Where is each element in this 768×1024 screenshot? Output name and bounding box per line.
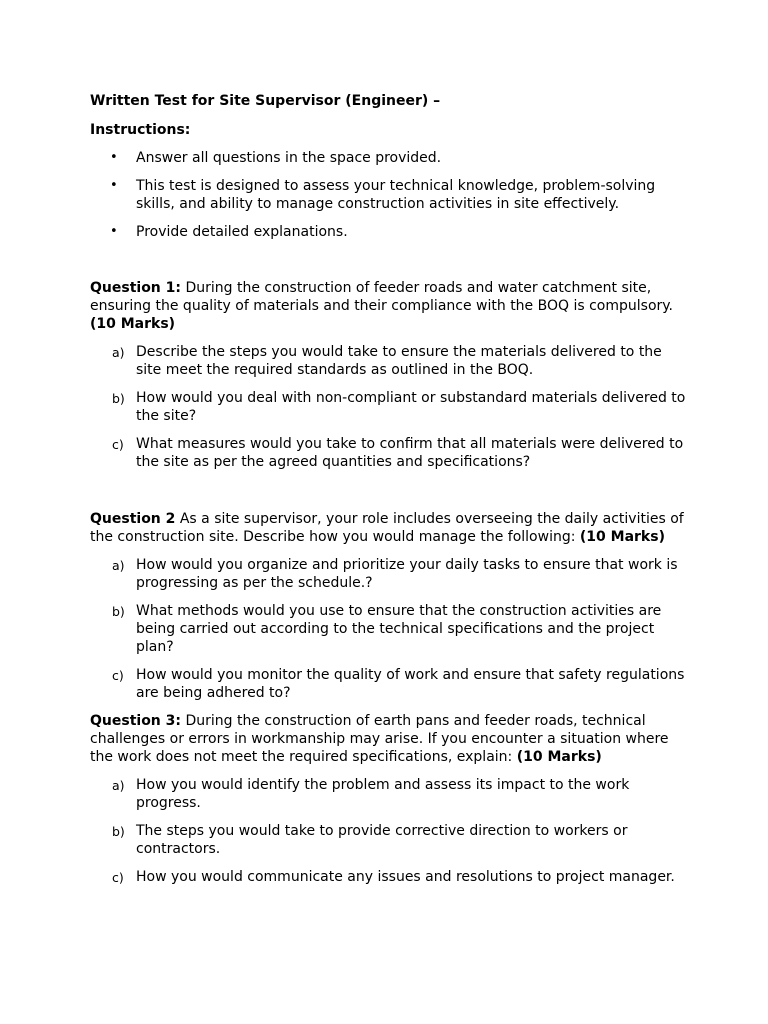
document-title: Written Test for Site Supervisor (Engineer) – xyxy=(90,93,441,109)
instruction-item xyxy=(90,177,690,213)
sub-question-marker: b) xyxy=(112,604,125,619)
bullet-icon: • xyxy=(110,178,118,193)
instruction-text: This test is designed to assess your technical knowledge, problem-solving skills, and ability to manage construction activities in site effectively. xyxy=(136,178,656,212)
instructions-heading: Instructions: xyxy=(90,122,191,138)
question-1-prompt xyxy=(90,279,690,333)
sub-question-marker: b) xyxy=(112,391,125,406)
sub-question xyxy=(90,389,690,425)
sub-question-text: Describe the steps you would take to ensure the materials delivered to the site meet the required standards as outlined in the BOQ. xyxy=(136,344,662,378)
sub-question-text: How would you organize and prioritize your daily tasks to ensure that work is progressing as per the schedule.? xyxy=(136,557,678,591)
question-text: During the construction of feeder roads and water catchment site, ensuring the quality of materials and their compliance with the BOQ is compulsory. xyxy=(90,280,674,314)
sub-question-marker: c) xyxy=(112,870,124,885)
sub-question-marker: a) xyxy=(112,345,125,360)
instruction-item xyxy=(90,149,690,167)
sub-question xyxy=(90,343,690,379)
question-1-items xyxy=(90,343,690,471)
instruction-text: Provide detailed explanations. xyxy=(136,224,348,240)
sub-question-text: How would you monitor the quality of work and ensure that safety regulations are being adhered to? xyxy=(136,667,685,701)
sub-question xyxy=(90,666,690,702)
question-label: Question 3: xyxy=(90,713,181,729)
sub-question-marker: b) xyxy=(112,824,125,839)
instructions-list xyxy=(90,149,690,241)
question-2-items xyxy=(90,556,690,702)
question-label: Question 2 xyxy=(90,511,176,527)
sub-question xyxy=(90,776,690,812)
sub-question xyxy=(90,435,690,471)
document-page xyxy=(90,92,690,896)
sub-question xyxy=(90,822,690,858)
sub-question-marker: a) xyxy=(112,558,125,573)
sub-question-marker: c) xyxy=(112,437,124,452)
sub-question-marker: c) xyxy=(112,668,124,683)
sub-question xyxy=(90,602,690,656)
question-text: During the construction of earth pans and feeder roads, technical challenges or errors in workmanship may arise. If you encounter a situation where the work does not meet the required specifications, explain: xyxy=(90,713,669,765)
bullet-icon: • xyxy=(110,150,118,165)
question-text: As a site supervisor, your role includes overseeing the daily activities of the construction site. Describe how you would manage the following: xyxy=(90,511,684,545)
sub-question-text: What measures would you take to confirm that all materials were delivered to the site as per the agreed quantities and specifications? xyxy=(136,436,684,470)
sub-question-text: How you would identify the problem and assess its impact to the work progress. xyxy=(136,777,630,811)
question-3-items xyxy=(90,776,690,886)
sub-question-text: The steps you would take to provide corrective direction to workers or contractors. xyxy=(136,823,628,857)
sub-question-text: What methods would you use to ensure that the construction activities are being carried out according to the technical specifications and the project plan? xyxy=(136,603,662,655)
sub-question xyxy=(90,868,690,886)
sub-question xyxy=(90,556,690,592)
question-2-prompt xyxy=(90,510,690,546)
question-marks: (10 Marks) xyxy=(516,749,602,765)
instruction-text: Answer all questions in the space provided. xyxy=(136,150,442,166)
sub-question-text: How you would communicate any issues and resolutions to project manager. xyxy=(136,869,675,885)
question-label: Question 1: xyxy=(90,280,181,296)
question-3-prompt xyxy=(90,712,690,766)
instruction-item xyxy=(90,223,690,241)
bullet-icon: • xyxy=(110,224,118,239)
sub-question-marker: a) xyxy=(112,778,125,793)
question-marks: (10 Marks) xyxy=(90,316,176,332)
question-marks: (10 Marks) xyxy=(579,529,665,545)
sub-question-text: How would you deal with non-compliant or substandard materials delivered to the site? xyxy=(136,390,686,424)
